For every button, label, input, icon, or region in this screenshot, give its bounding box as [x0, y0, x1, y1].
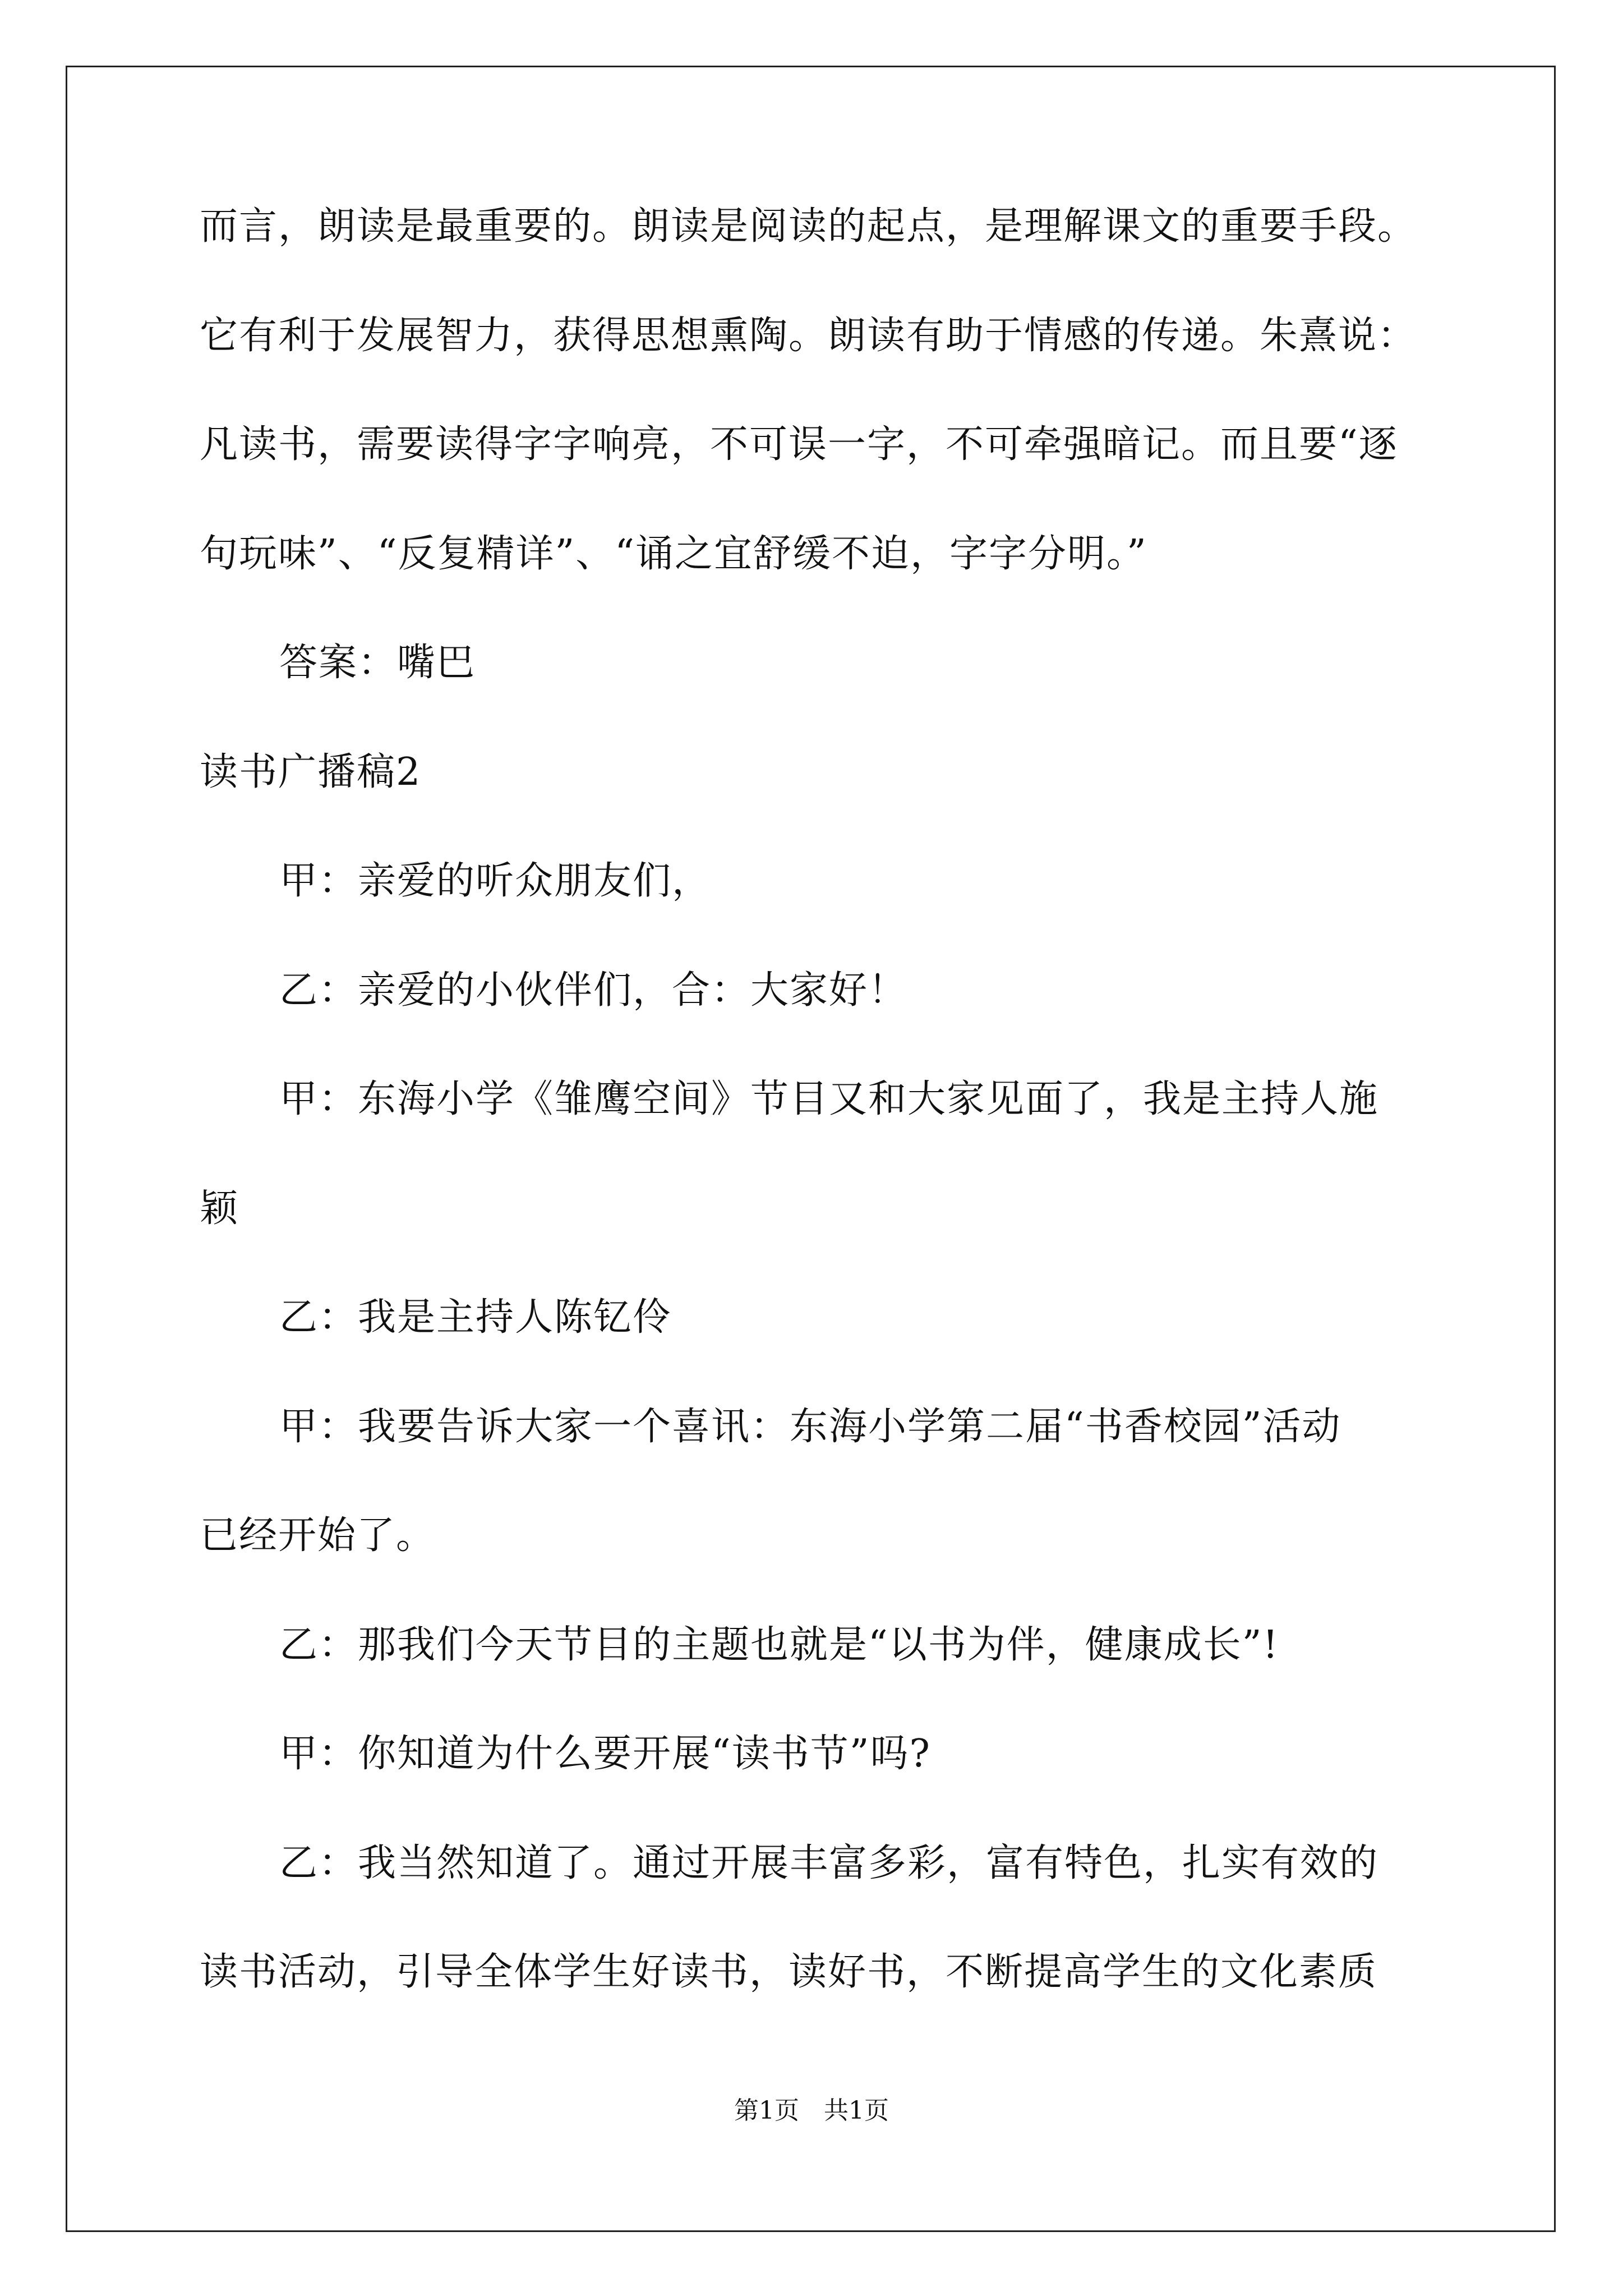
dialogue-line: 甲：我要告诉大家一个喜讯：东海小学第二届“书香校园”活动 — [279, 1404, 1341, 1449]
text-line: 凡读书，需要读得字字响亮，不可误一字，不可牵强暗记。而且要“逐 — [200, 422, 1398, 467]
text-line: 而言，朗读是最重要的。朗读是阅读的起点，是理解课文的重要手段。 — [200, 204, 1417, 249]
section-heading: 读书广播稿2 — [200, 749, 422, 794]
text-line: 句玩味”、“反复精详”、“诵之宜舒缓不迫，字字分明。” — [200, 531, 1147, 576]
text-line: 已经开始了。 — [200, 1513, 436, 1558]
dialogue-line: 乙：那我们今天节目的主题也就是“以书为伴，健康成长”! — [279, 1622, 1279, 1667]
dialogue-line: 乙：亲爱的小伙伴们，合：大家好！ — [279, 968, 908, 1013]
text-line: 颖 — [200, 1186, 239, 1231]
text-line: 它有利于发展智力，获得思想熏陶。朗读有助于情感的传递。朱熹说： — [200, 313, 1417, 358]
dialogue-line: 甲：你知道为什么要开展“读书节”吗? — [279, 1732, 931, 1776]
document-body — [200, 204, 1428, 2063]
answer-line: 答案：嘴巴 — [279, 641, 476, 685]
dialogue-line: 甲：亲爱的听众朋友们， — [279, 859, 712, 903]
dialogue-line: 乙：我是主持人陈钇伶 — [279, 1295, 672, 1340]
dialogue-line: 乙：我当然知道了。通过开展丰富多彩，富有特色，扎实有效的 — [279, 1841, 1379, 1885]
text-line: 读书活动，引导全体学生好读书，读好书，不断提高学生的文化素质 — [200, 1950, 1378, 1994]
dialogue-line: 甲：东海小学《雏鹰空间》节目又和大家见面了，我是主持人施 — [279, 1077, 1379, 1121]
page-footer: 第1页 共1页 — [734, 2096, 889, 2125]
